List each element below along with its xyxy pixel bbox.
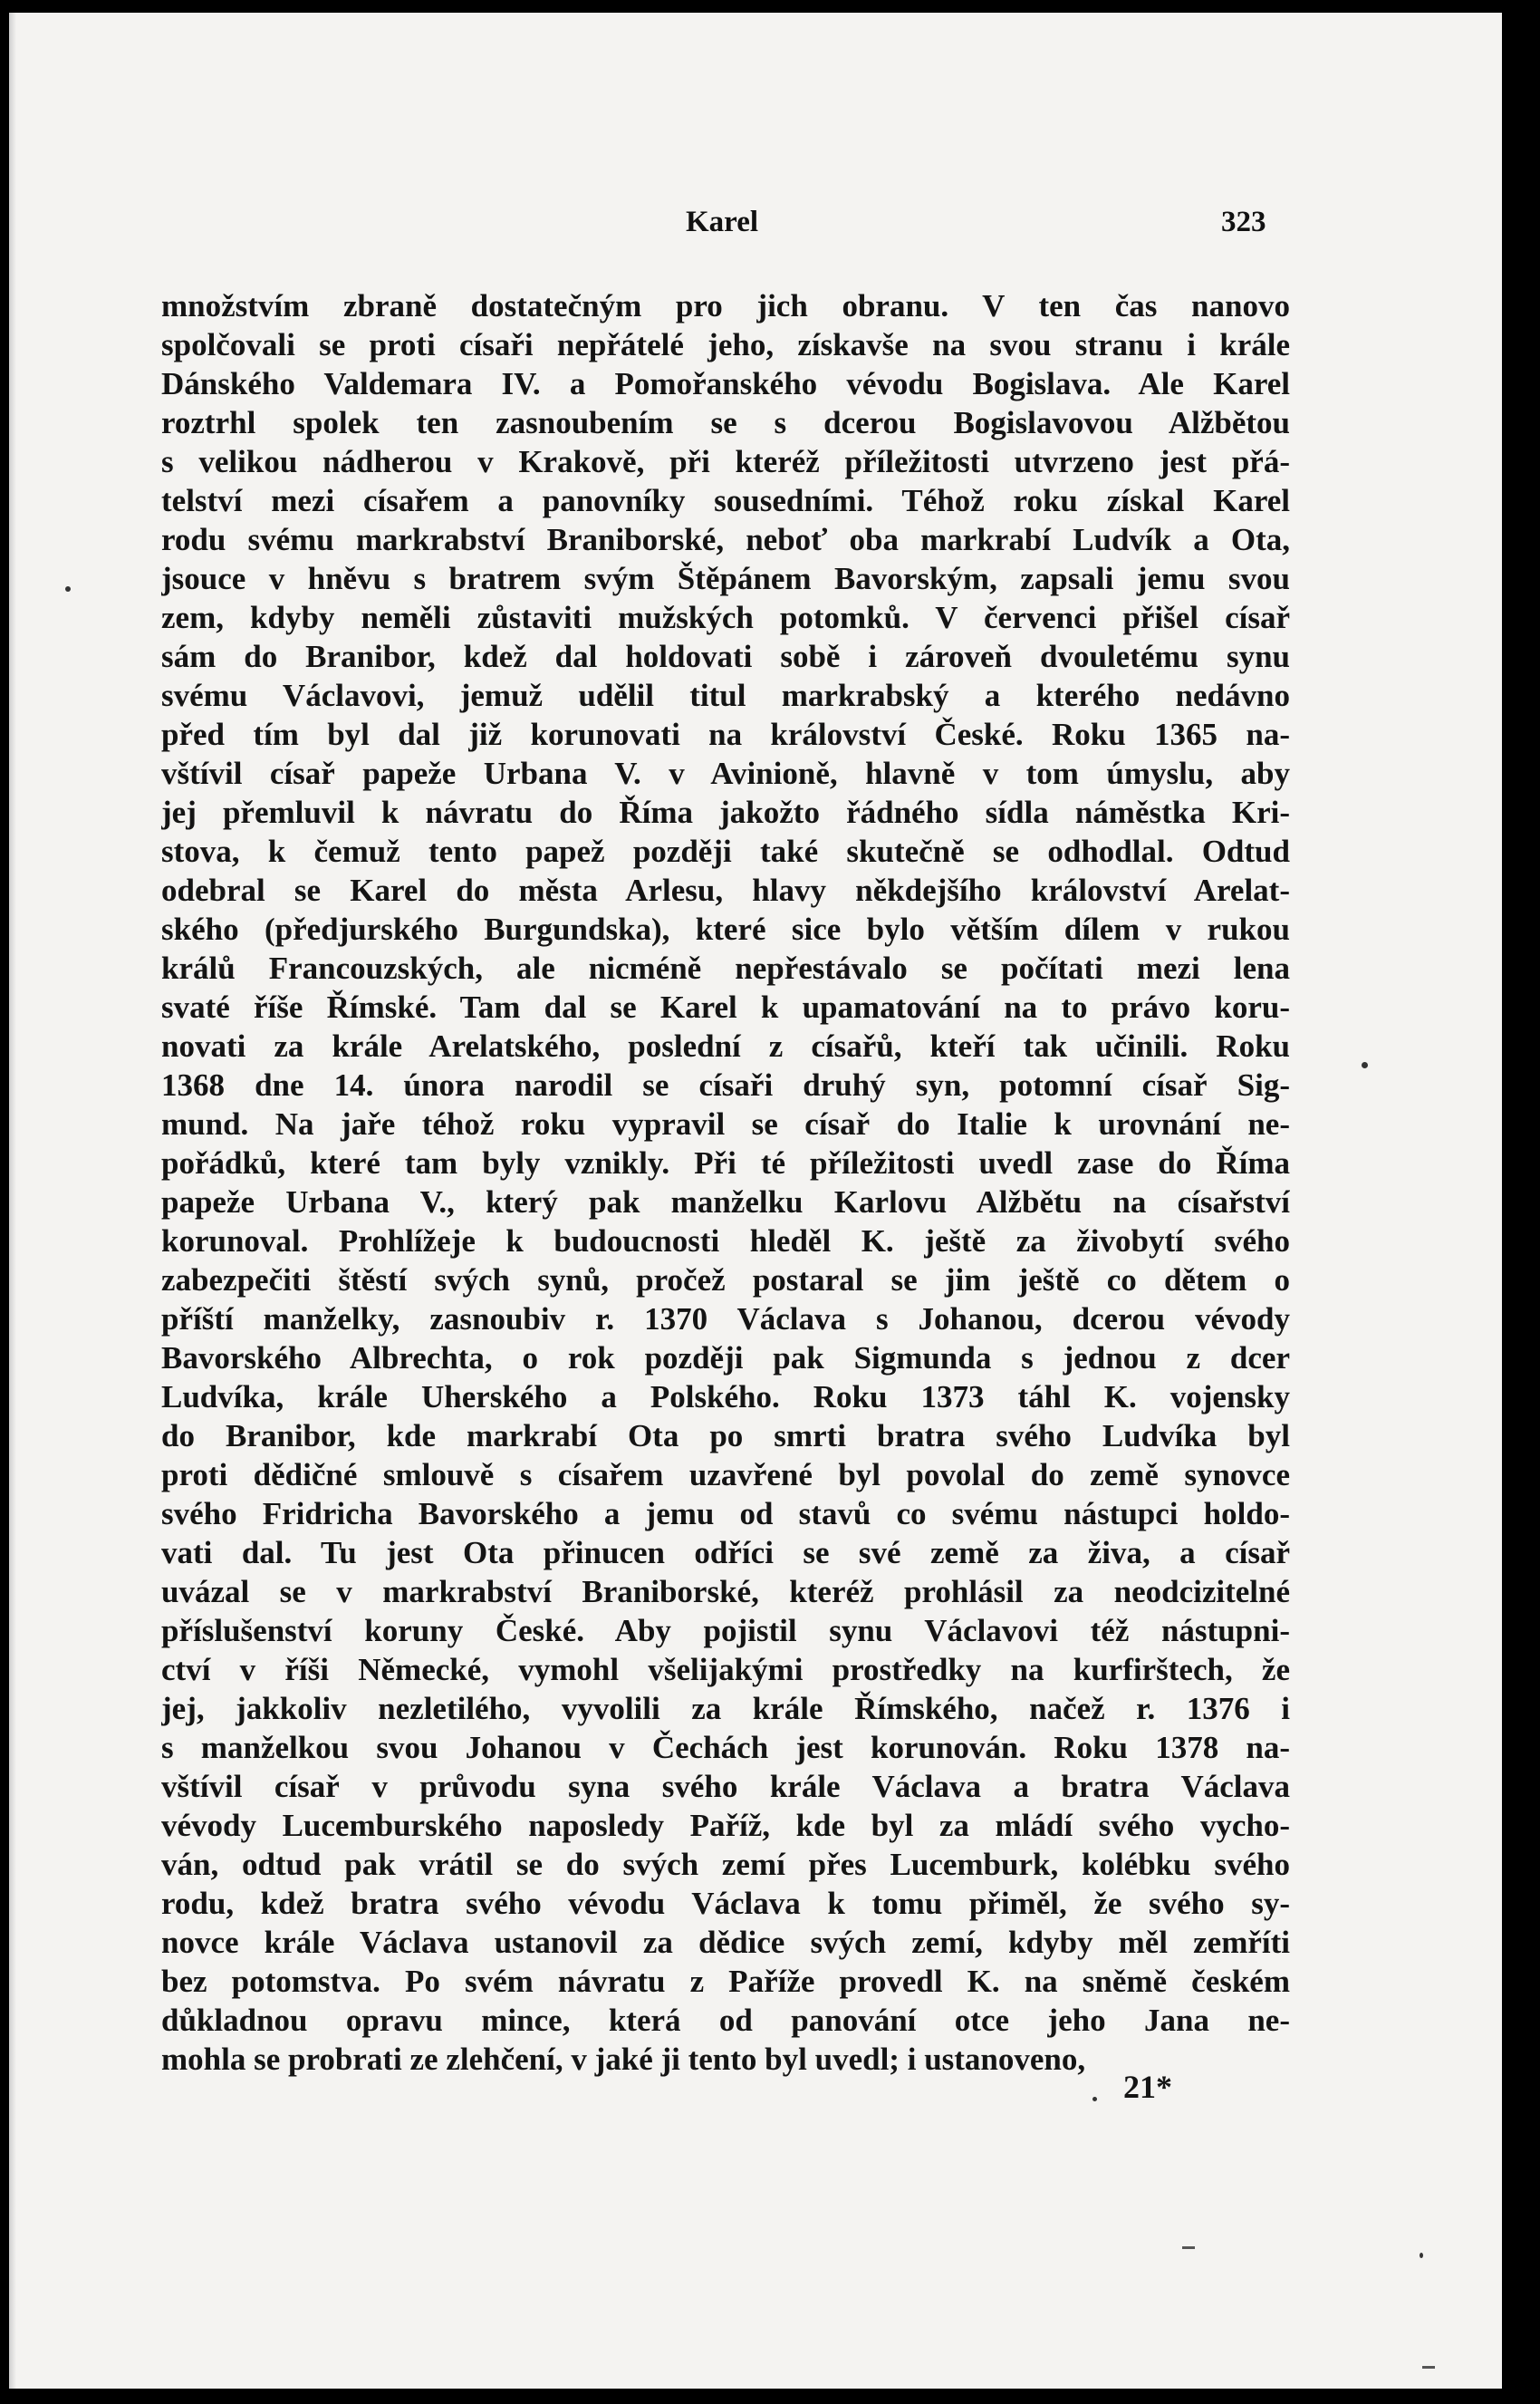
text-line: korunoval. Prohlížeje k budoucnosti hleděl K. ještě za živobytí svého — [161, 1223, 1290, 1259]
margin-speck — [65, 586, 71, 592]
page-header — [9, 206, 1502, 253]
text-line: roztrhl spolek ten zasnoubením se s dcerou Bogislavovou Alžbětou — [161, 405, 1290, 440]
text-line: ván, odtud pak vrátil se do svých zemí přes Lucemburk, kolébku svého — [161, 1847, 1290, 1882]
text-line: množstvím zbraně dostatečným pro jich obranu. V ten čas nanovo — [161, 288, 1290, 323]
signature-mark: 21* — [1123, 2069, 1172, 2105]
text-line: spolčovali se proti císaři nepřátelé jeho, získavše na svou stranu i krále — [161, 327, 1290, 362]
text-line: Ludvíka, krále Uherského a Polského. Roku 1373 táhl K. vojensky — [161, 1379, 1290, 1414]
text-line: jej přemluvil k návratu do Říma jakožto řádného sídla náměstka Kri- — [161, 795, 1290, 830]
text-line: bez potomstva. Po svém návratu z Paříže provedl K. na sněmě českém — [161, 1964, 1290, 1999]
text-line: novce krále Václava ustanovil za dědice svých zemí, kdyby měl zemříti — [161, 1925, 1290, 1960]
text-line: zem, kdyby neměli zůstaviti mužských potomků. V červenci přišel císař — [161, 600, 1290, 635]
page-number: 323 — [1221, 206, 1266, 238]
text-line: uvázal se v markrabství Braniborské, kteréž prohlásil za neodcizitelné — [161, 1574, 1290, 1609]
body-text — [161, 286, 1290, 2079]
margin-dash — [1182, 2246, 1195, 2249]
text-line: ského (předjurského Burgundska), které sice bylo větším dílem v rukou — [161, 912, 1290, 947]
text-line: sám do Branibor, kdež dal holdovati sobě i zároveň dvouletému synu — [161, 639, 1290, 674]
text-line: 1368 dne 14. února narodil se císaři druhý syn, potomní císař Sig- — [161, 1067, 1290, 1103]
text-line: vštívil císař papeže Urbana V. v Avinioně, hlavně v tom úmyslu, aby — [161, 756, 1290, 791]
page — [9, 13, 1502, 2389]
text-line: důkladnou opravu mince, která od panování otce jeho Jana ne- — [161, 2003, 1290, 2038]
text-line: ctví v říši Německé, vymohl všelijakými prostředky na kurfirštech, že — [161, 1652, 1290, 1687]
margin-speck — [1092, 2097, 1097, 2101]
text-line: králů Francouzských, ale nicméně nepřestávalo se počítati mezi lena — [161, 951, 1290, 986]
running-head: Karel — [686, 206, 759, 238]
margin-speck — [1420, 2253, 1423, 2258]
text-line: do Branibor, kde markrabí Ota po smrti bratra svého Ludvíka byl — [161, 1418, 1290, 1453]
text-line: s velikou nádherou v Krakově, při kteréž příležitosti utvrzeno jest přá- — [161, 444, 1290, 479]
text-line: vštívil císař v průvodu syna svého krále Václava a bratra Václava — [161, 1769, 1290, 1804]
text-line: svému Václavovi, jemuž udělil titul markrabský a kterého nedávno — [161, 678, 1290, 713]
text-line: pořádků, které tam byly vznikly. Při té příležitosti uvedl zase do Říma — [161, 1145, 1290, 1181]
text-line: svého Fridricha Bavorského a jemu od stavů co svému nástupci holdo- — [161, 1496, 1290, 1531]
text-line: svaté říše Římské. Tam dal se Karel k upamatování na to právo koru- — [161, 990, 1290, 1025]
text-line: jsouce v hněvu s bratrem svým Štěpánem Bavorským, zapsali jemu svou — [161, 561, 1290, 596]
page-edge-shadow — [9, 13, 16, 2389]
text-line: stova, k čemuž tento papež později také skutečně se odhodlal. Odtud — [161, 834, 1290, 869]
text-line: mund. Na jaře téhož roku vypravil se císař do Italie k urovnání ne- — [161, 1106, 1290, 1142]
text-line: mohla se probrati ze zlehčení, v jaké ji tento byl uvedl; i ustanoveno, — [161, 2042, 1086, 2077]
text-line: rodu, kdež bratra svého vévodu Václava k tomu přiměl, že svého sy- — [161, 1886, 1290, 1921]
text-line: před tím byl dal již korunovati na království České. Roku 1365 na- — [161, 717, 1290, 752]
text-line: telství mezi císařem a panovníky sousedními. Téhož roku získal Karel — [161, 483, 1290, 518]
text-line: jej, jakkoliv nezletilého, vyvolili za krále Římského, načež r. 1376 i — [161, 1691, 1290, 1726]
text-line: s manželkou svou Johanou v Čechách jest korunován. Roku 1378 na- — [161, 1730, 1290, 1765]
text-line: vévody Lucemburského naposledy Paříž, kde byl za mládí svého vycho- — [161, 1808, 1290, 1843]
text-line: vati dal. Tu jest Ota přinucen odříci se své země za živa, a císař — [161, 1535, 1290, 1570]
text-line: novati za krále Arelatského, poslední z císařů, kteří tak učinili. Roku — [161, 1028, 1290, 1064]
text-line: Dánského Valdemara IV. a Pomořanského vévodu Bogislava. Ale Karel — [161, 366, 1290, 401]
text-line: příslušenství koruny České. Aby pojistil synu Václavovi též nástupni- — [161, 1613, 1290, 1648]
text-line: zabezpečiti štěstí svých synů, pročež postaral se jim ještě co dětem o — [161, 1262, 1290, 1298]
margin-speck — [1362, 1062, 1368, 1068]
margin-dash — [1422, 2366, 1435, 2369]
text-line: odebral se Karel do města Arlesu, hlavy někdejšího království Arelat- — [161, 873, 1290, 908]
text-line: Bavorského Albrechta, o rok později pak Sigmunda s jednou z dcer — [161, 1340, 1290, 1376]
text-line: příští manželky, zasnoubiv r. 1370 Václava s Johanou, dcerou vévody — [161, 1301, 1290, 1337]
text-line: proti dědičné smlouvě s císařem uzavřené byl povolal do země synovce — [161, 1457, 1290, 1492]
text-line: rodu svému markrabství Braniborské, neboť oba markrabí Ludvík a Ota, — [161, 522, 1290, 557]
text-line: papeže Urbana V., který pak manželku Karlovu Alžbětu na císařství — [161, 1184, 1290, 1220]
